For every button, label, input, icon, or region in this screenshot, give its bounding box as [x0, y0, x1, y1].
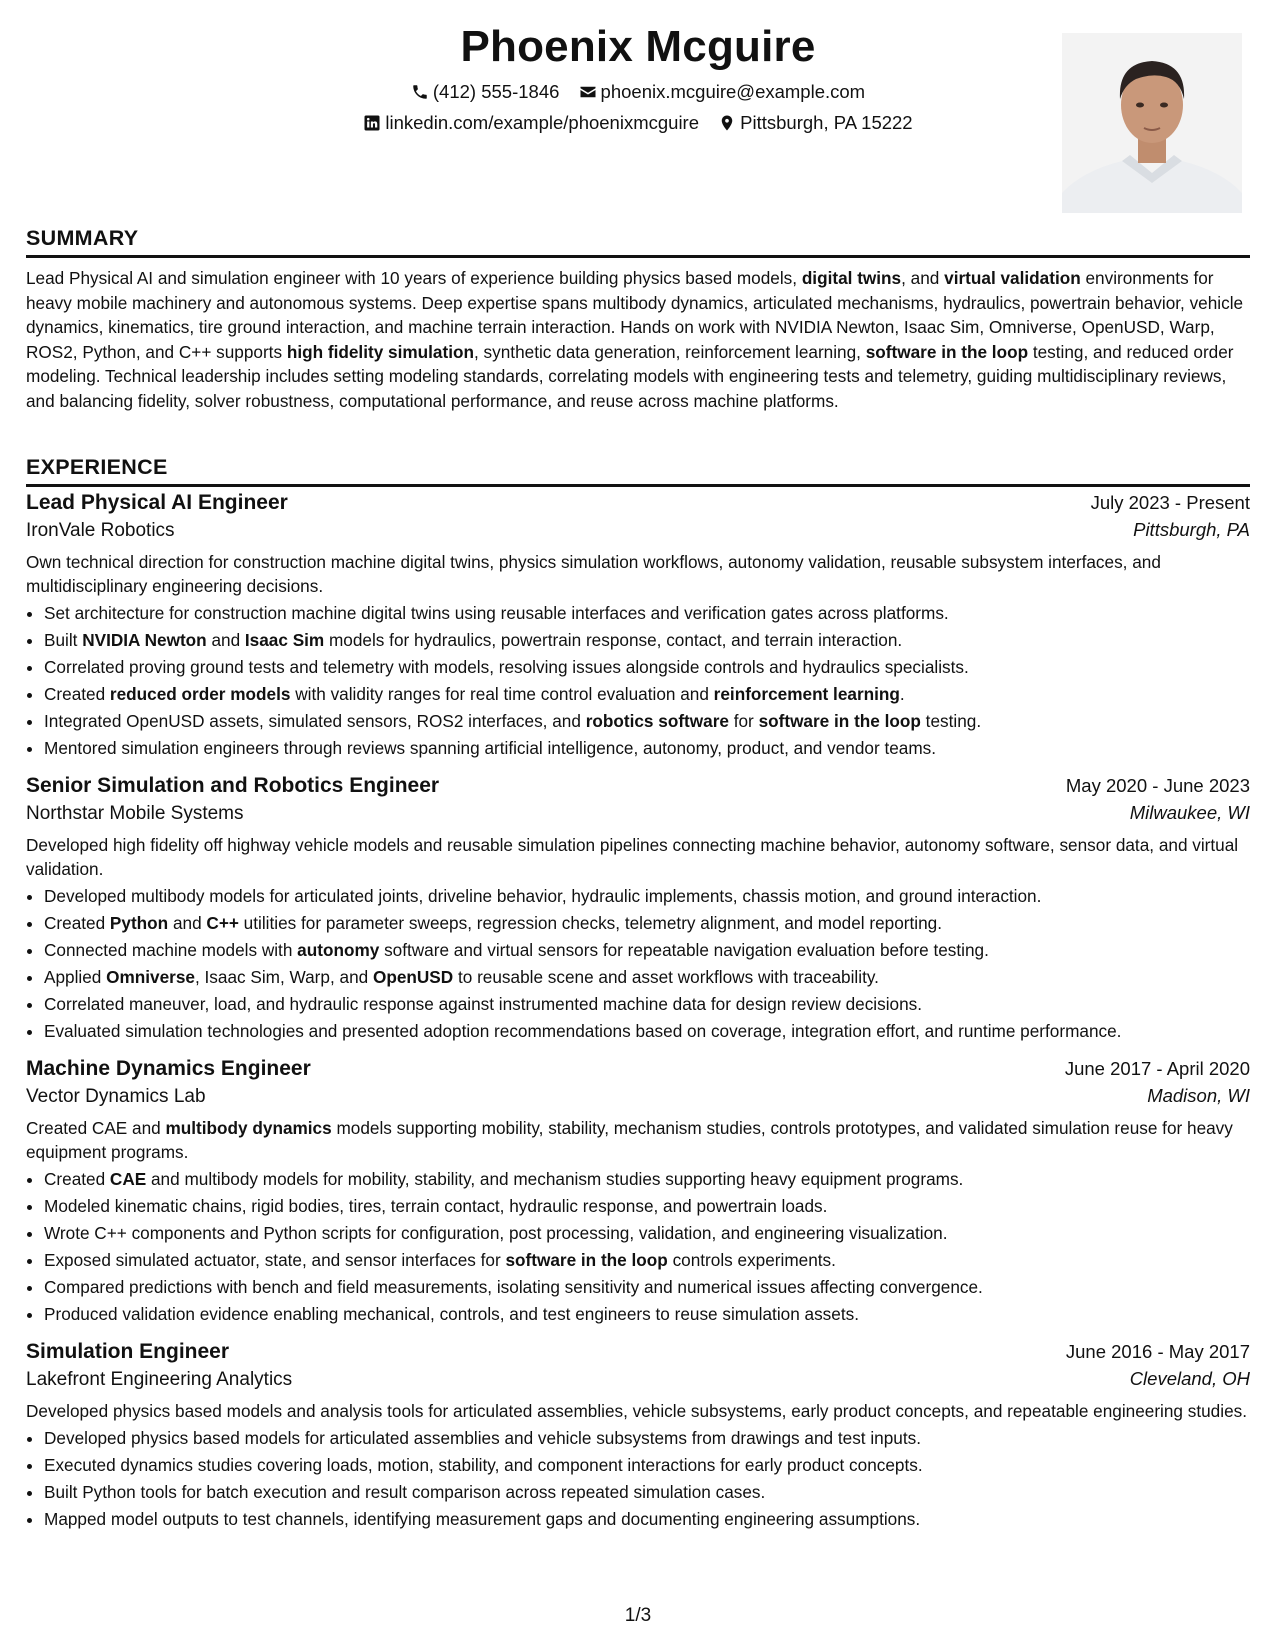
bullet-item [44, 600, 1250, 627]
bullet-item [44, 1301, 1250, 1328]
company-name: Vector Dynamics Lab [26, 1086, 206, 1107]
job-subheader [26, 802, 1250, 825]
job-title: Simulation Engineer [26, 1340, 230, 1363]
text-segment: utilities for parameter sweeps, regression checks, telemetry alignment, and model reporting. [238, 913, 943, 933]
highlight-keyword: CAE [109, 1169, 147, 1189]
job-dates: May 2020 - June 2023 [1065, 775, 1250, 796]
text-segment: Mapped model outputs to test channels, identifying measurement gaps and documenting engineering assumptions. [44, 1509, 921, 1529]
job-location: Pittsburgh, PA [1133, 519, 1250, 540]
summary-text-part: , and [901, 268, 945, 288]
page-number: 1/3 [624, 1605, 652, 1626]
text-segment: Developed physics based models and analysis tools for articulated assemblies, vehicle subsystems, early product concepts, and repeatable engineering studies. [26, 1401, 1247, 1421]
bullet-item [44, 627, 1250, 654]
job-description [26, 1116, 1250, 1164]
job-entry [26, 491, 1250, 762]
bullet-item [44, 910, 1250, 937]
job-description [26, 833, 1250, 881]
text-segment: Developed high fidelity off highway vehicle models and reusable simulation pipelines connecting machine behavior, autonomy software, sensor data, and virtual validation. [26, 835, 1239, 879]
bullet-item [44, 1220, 1250, 1247]
text-segment: , Isaac Sim, Warp, and [194, 967, 373, 987]
bullet-item [44, 991, 1250, 1018]
experience-section [26, 455, 1250, 495]
text-segment: software and virtual sensors for repeatable navigation evaluation before testing. [379, 940, 989, 960]
phone-icon [411, 83, 429, 101]
bullet-item [44, 883, 1250, 910]
resume-header [26, 0, 1250, 222]
bullet-item [44, 708, 1250, 735]
text-segment: Created [44, 684, 110, 704]
job-bullets [26, 600, 1250, 762]
text-segment: Set architecture for construction machine digital twins using reusable interfaces and verification gates across platforms. [44, 603, 949, 623]
linkedin-icon [363, 114, 381, 132]
text-segment: and [206, 630, 245, 650]
email-contact[interactable] [579, 81, 866, 103]
job-dates: July 2023 - Present [1090, 492, 1250, 513]
text-segment: Evaluated simulation technologies and presented adoption recommendations based on coverage, integration effort, and runtime performance. [44, 1021, 1122, 1041]
highlight-keyword: OpenUSD [372, 967, 454, 987]
experience-divider [26, 484, 1250, 487]
job-description [26, 1399, 1250, 1423]
job-subheader [26, 1368, 1250, 1391]
highlight-keyword: Omniverse [106, 967, 195, 987]
highlight-keyword: multibody dynamics [165, 1118, 332, 1138]
highlight-keyword: reinforcement learning [713, 684, 900, 704]
text-segment: with validity ranges for real time control evaluation and [290, 684, 714, 704]
job-location: Milwaukee, WI [1129, 802, 1250, 823]
text-segment: Applied [44, 967, 107, 987]
summary-keyword: digital twins [801, 268, 902, 288]
bullet-item [44, 1425, 1250, 1452]
text-segment: Executed dynamics studies covering loads, motion, stability, and component interactions for early product concepts. [44, 1455, 923, 1475]
job-dates: June 2017 - April 2020 [1064, 1058, 1250, 1079]
summary-paragraph [26, 266, 1250, 413]
summary-keyword: software in the loop [865, 341, 1029, 362]
job-entry [26, 774, 1250, 1045]
summary-keyword: virtual validation [944, 268, 1081, 288]
text-segment: Created [44, 913, 110, 933]
text-segment: Produced validation evidence enabling mechanical, controls, and test engineers to reuse simulation assets. [44, 1304, 859, 1324]
job-title: Machine Dynamics Engineer [26, 1057, 311, 1080]
job-bullets [26, 1166, 1250, 1328]
text-segment: Integrated OpenUSD assets, simulated sensors, ROS2 interfaces, and [44, 711, 586, 731]
text-segment: Built Python tools for batch execution and result comparison across repeated simulation cases. [44, 1482, 766, 1502]
text-segment: Developed physics based models for articulated assemblies and vehicle subsystems from drawings and test inputs. [44, 1428, 921, 1448]
text-segment: Compared predictions with bench and field measurements, isolating sensitivity and numerical issues affecting convergence. [44, 1277, 983, 1297]
bullet-item [44, 937, 1250, 964]
text-segment: models supporting mobility, stability, mechanism studies, controls prototypes, and validated simulation reuse for heavy equipment programs. [26, 1118, 1233, 1162]
location-contact [718, 112, 912, 134]
job-header [26, 774, 1250, 798]
linkedin-contact[interactable] [363, 112, 699, 134]
map-pin-icon [718, 114, 736, 132]
text-segment: Correlated proving ground tests and telemetry with models, resolving issues alongside controls and hydraulics specialists. [44, 657, 969, 677]
highlight-keyword: robotics software [585, 711, 729, 731]
highlight-keyword: software in the loop [505, 1250, 668, 1270]
summary-divider [26, 255, 1250, 258]
text-segment: testing. [920, 711, 982, 731]
bullet-item [44, 1452, 1250, 1479]
job-entry [26, 1340, 1250, 1533]
bullet-item [44, 1193, 1250, 1220]
summary-text-part: Lead Physical AI and simulation engineer with 10 years of experience building physics based models, [26, 268, 802, 288]
text-segment: Modeled kinematic chains, rigid bodies, tires, terrain contact, hydraulic response, and powertrain loads. [44, 1196, 828, 1216]
text-segment: Wrote C++ components and Python scripts for configuration, post processing, validation, and engineering visualization. [44, 1223, 948, 1243]
highlight-keyword: autonomy [297, 940, 380, 960]
highlight-keyword: Isaac Sim [244, 630, 325, 650]
text-segment: . [899, 684, 905, 704]
job-dates: June 2016 - May 2017 [1065, 1341, 1250, 1362]
bullet-item [44, 964, 1250, 991]
summary-text-part: testing, and reduced order modeling. Technical leadership includes setting modeling standards, correlating models with engineering tests and telemetry, guiding multidisciplinary reviews, and balancing fidelity, solver robustness, computational performance, and reuse across machine platforms. [26, 341, 1234, 411]
email-address[interactable]: phoenix.mcguire@example.com [600, 81, 866, 102]
text-segment: and [168, 913, 207, 933]
bullet-item [44, 654, 1250, 681]
job-title: Lead Physical AI Engineer [26, 491, 288, 514]
text-segment: Own technical direction for construction machine digital twins, physics simulation workflows, autonomy validation, reusable subsystem interfaces, and multidisciplinary engineering decisions. [26, 552, 1161, 596]
bullet-item [44, 735, 1250, 762]
company-name: Lakefront Engineering Analytics [26, 1369, 293, 1390]
text-segment: Created [44, 1169, 110, 1189]
bullet-item [44, 1018, 1250, 1045]
bullet-item [44, 1479, 1250, 1506]
job-location: Madison, WI [1147, 1085, 1250, 1106]
company-name: Northstar Mobile Systems [26, 803, 244, 824]
bullet-item [44, 1166, 1250, 1193]
text-segment: and multibody models for mobility, stability, and mechanism studies supporting heavy equipment programs. [146, 1169, 964, 1189]
text-segment: to reusable scene and asset workflows with traceability. [453, 967, 879, 987]
text-segment: for [728, 711, 759, 731]
bullet-item [44, 1274, 1250, 1301]
text-segment: Created CAE and [26, 1118, 166, 1138]
experience-heading: EXPERIENCE [26, 455, 168, 479]
summary-text-part: environments for heavy mobile machinery and autonomous systems. Deep expertise spans multibody dynamics, articulated mechanisms, hydraulics, powertrain behavior, vehicle dynamics, kinematics, tire ground interaction, and machine terrain interaction. Hands on work with NVIDIA Newton, Isaac Sim, Omniverse, OpenUSD, Warp, ROS2, Python, and C++ supports [26, 268, 1244, 362]
linkedin-url[interactable]: linkedin.com/example/phoenixmcguire [385, 112, 700, 133]
job-description [26, 550, 1250, 598]
text-segment: Exposed simulated actuator, state, and sensor interfaces for [44, 1250, 506, 1270]
bullet-item [44, 1506, 1250, 1533]
highlight-keyword: reduced order models [109, 684, 291, 704]
company-name: IronVale Robotics [26, 520, 175, 541]
highlight-keyword: NVIDIA Newton [82, 630, 207, 650]
text-segment: models for hydraulics, powertrain response, contact, and terrain interaction. [324, 630, 903, 650]
job-title: Senior Simulation and Robotics Engineer [26, 774, 440, 797]
summary-keyword: high fidelity simulation [286, 341, 474, 362]
text-segment: Correlated maneuver, load, and hydraulic response against instrumented machine data for design review decisions. [44, 994, 923, 1014]
resume-page [26, 0, 1250, 1650]
job-location: Cleveland, OH [1129, 1368, 1250, 1389]
job-bullets [26, 883, 1250, 1045]
envelope-icon [579, 83, 597, 101]
job-subheader [26, 519, 1250, 542]
candidate-name: Phoenix Mcguire [460, 22, 816, 71]
summary-heading: SUMMARY [26, 226, 139, 250]
phone-contact [411, 81, 560, 103]
text-segment: Developed multibody models for articulated joints, driveline behavior, hydraulic implements, chassis motion, and ground interaction. [44, 886, 1042, 906]
summary-text-part: , synthetic data generation, reinforcement learning, [474, 341, 866, 362]
location-text: Pittsburgh, PA 15222 [740, 112, 913, 133]
job-entry [26, 1057, 1250, 1328]
experience-list [26, 491, 1250, 1545]
summary-section [26, 226, 1250, 266]
highlight-keyword: C++ [206, 913, 239, 933]
text-segment: controls experiments. [667, 1250, 836, 1270]
bullet-item [44, 681, 1250, 708]
phone-number: (412) 555-1846 [432, 81, 560, 102]
text-segment: Connected machine models with [44, 940, 298, 960]
text-segment: Built [44, 630, 83, 650]
profile-photo [1062, 33, 1242, 213]
job-header [26, 1057, 1250, 1081]
bullet-item [44, 1247, 1250, 1274]
job-header [26, 491, 1250, 515]
job-header [26, 1340, 1250, 1364]
job-subheader [26, 1085, 1250, 1108]
highlight-keyword: software in the loop [758, 711, 921, 731]
job-bullets [26, 1425, 1250, 1533]
highlight-keyword: Python [109, 913, 169, 933]
text-segment: Mentored simulation engineers through reviews spanning artificial intelligence, autonomy, product, and vendor teams. [44, 738, 937, 758]
